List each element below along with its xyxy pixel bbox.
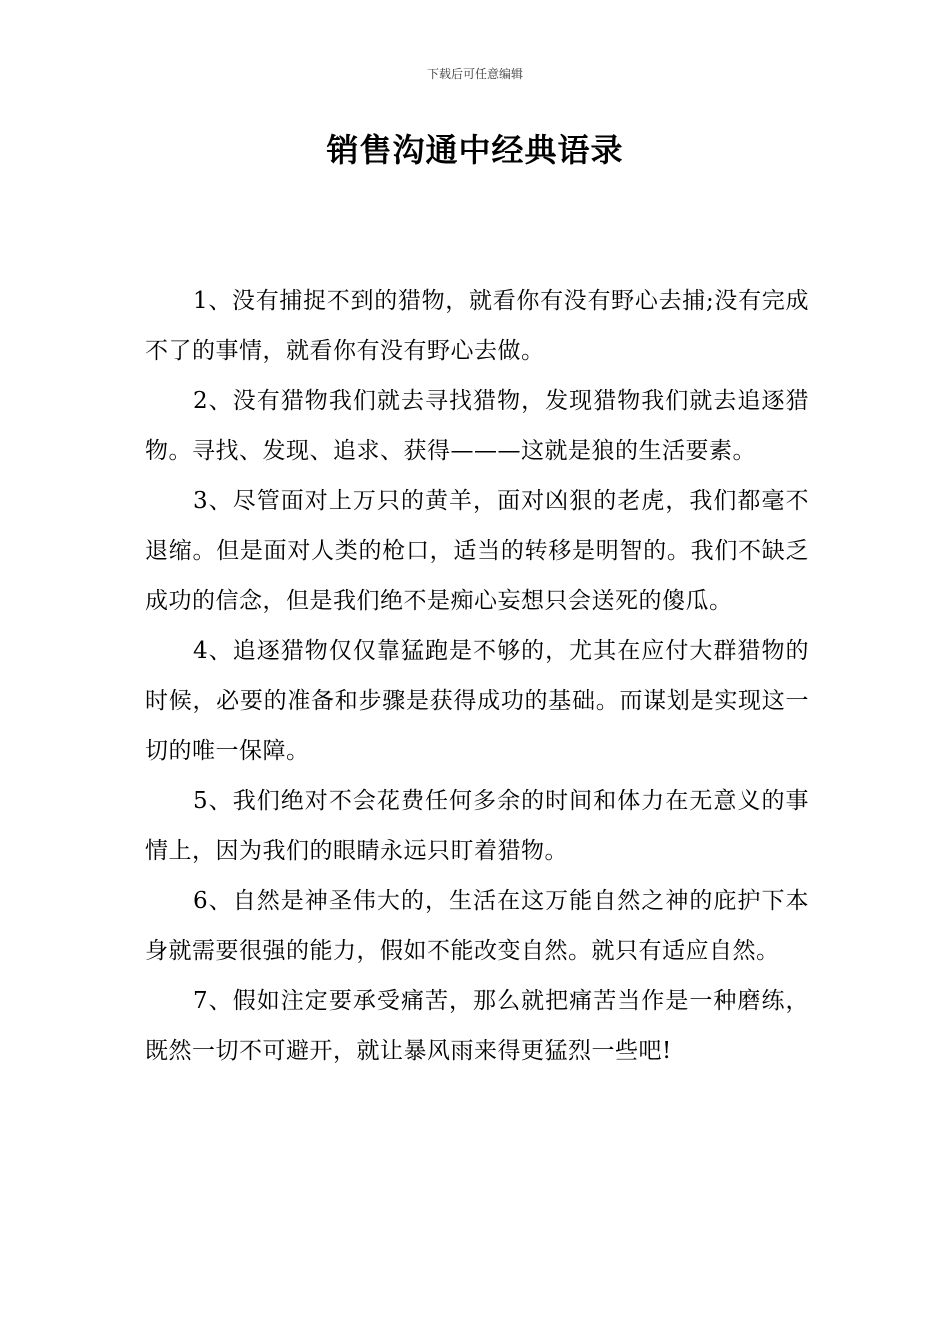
header-note: 下载后可任意编辑	[426, 67, 523, 81]
paragraph-1: 1、没有捕捉不到的猎物，就看你有没有野心去捕;没有完成不了的事情，就看你有没有野心去做。	[145, 288, 809, 364]
paragraph-7: 7、假如注定要承受痛苦，那么就把痛苦当作是一种磨练，既然一切不可避开，就让暴风雨来得更猛烈一些吧!	[145, 988, 809, 1064]
paragraph-2: 2、没有猎物我们就去寻找猎物，发现猎物我们就去追逐猎物。寻找、发现、追求、获得———这就是狼的生活要素。	[145, 388, 809, 464]
document-body	[145, 276, 809, 1076]
paragraph-4: 4、追逐猎物仅仅靠猛跑是不够的，尤其在应付大群猎物的时候，必要的准备和步骤是获得成功的基础。而谋划是实现这一切的唯一保障。	[145, 638, 809, 764]
document-title: 销售沟通中经典语录	[326, 131, 624, 169]
paragraph-6: 6、自然是神圣伟大的，生活在这万能自然之神的庇护下本身就需要很强的能力，假如不能改变自然。就只有适应自然。	[145, 888, 809, 964]
paragraph-3: 3、尽管面对上万只的黄羊，面对凶狠的老虎，我们都毫不退缩。但是面对人类的枪口，适当的转移是明智的。我们不缺乏成功的信念，但是我们绝不是痴心妄想只会送死的傻瓜。	[145, 488, 809, 614]
paragraph-5: 5、我们绝对不会花费任何多余的时间和体力在无意义的事情上，因为我们的眼睛永远只盯着猎物。	[145, 788, 809, 864]
